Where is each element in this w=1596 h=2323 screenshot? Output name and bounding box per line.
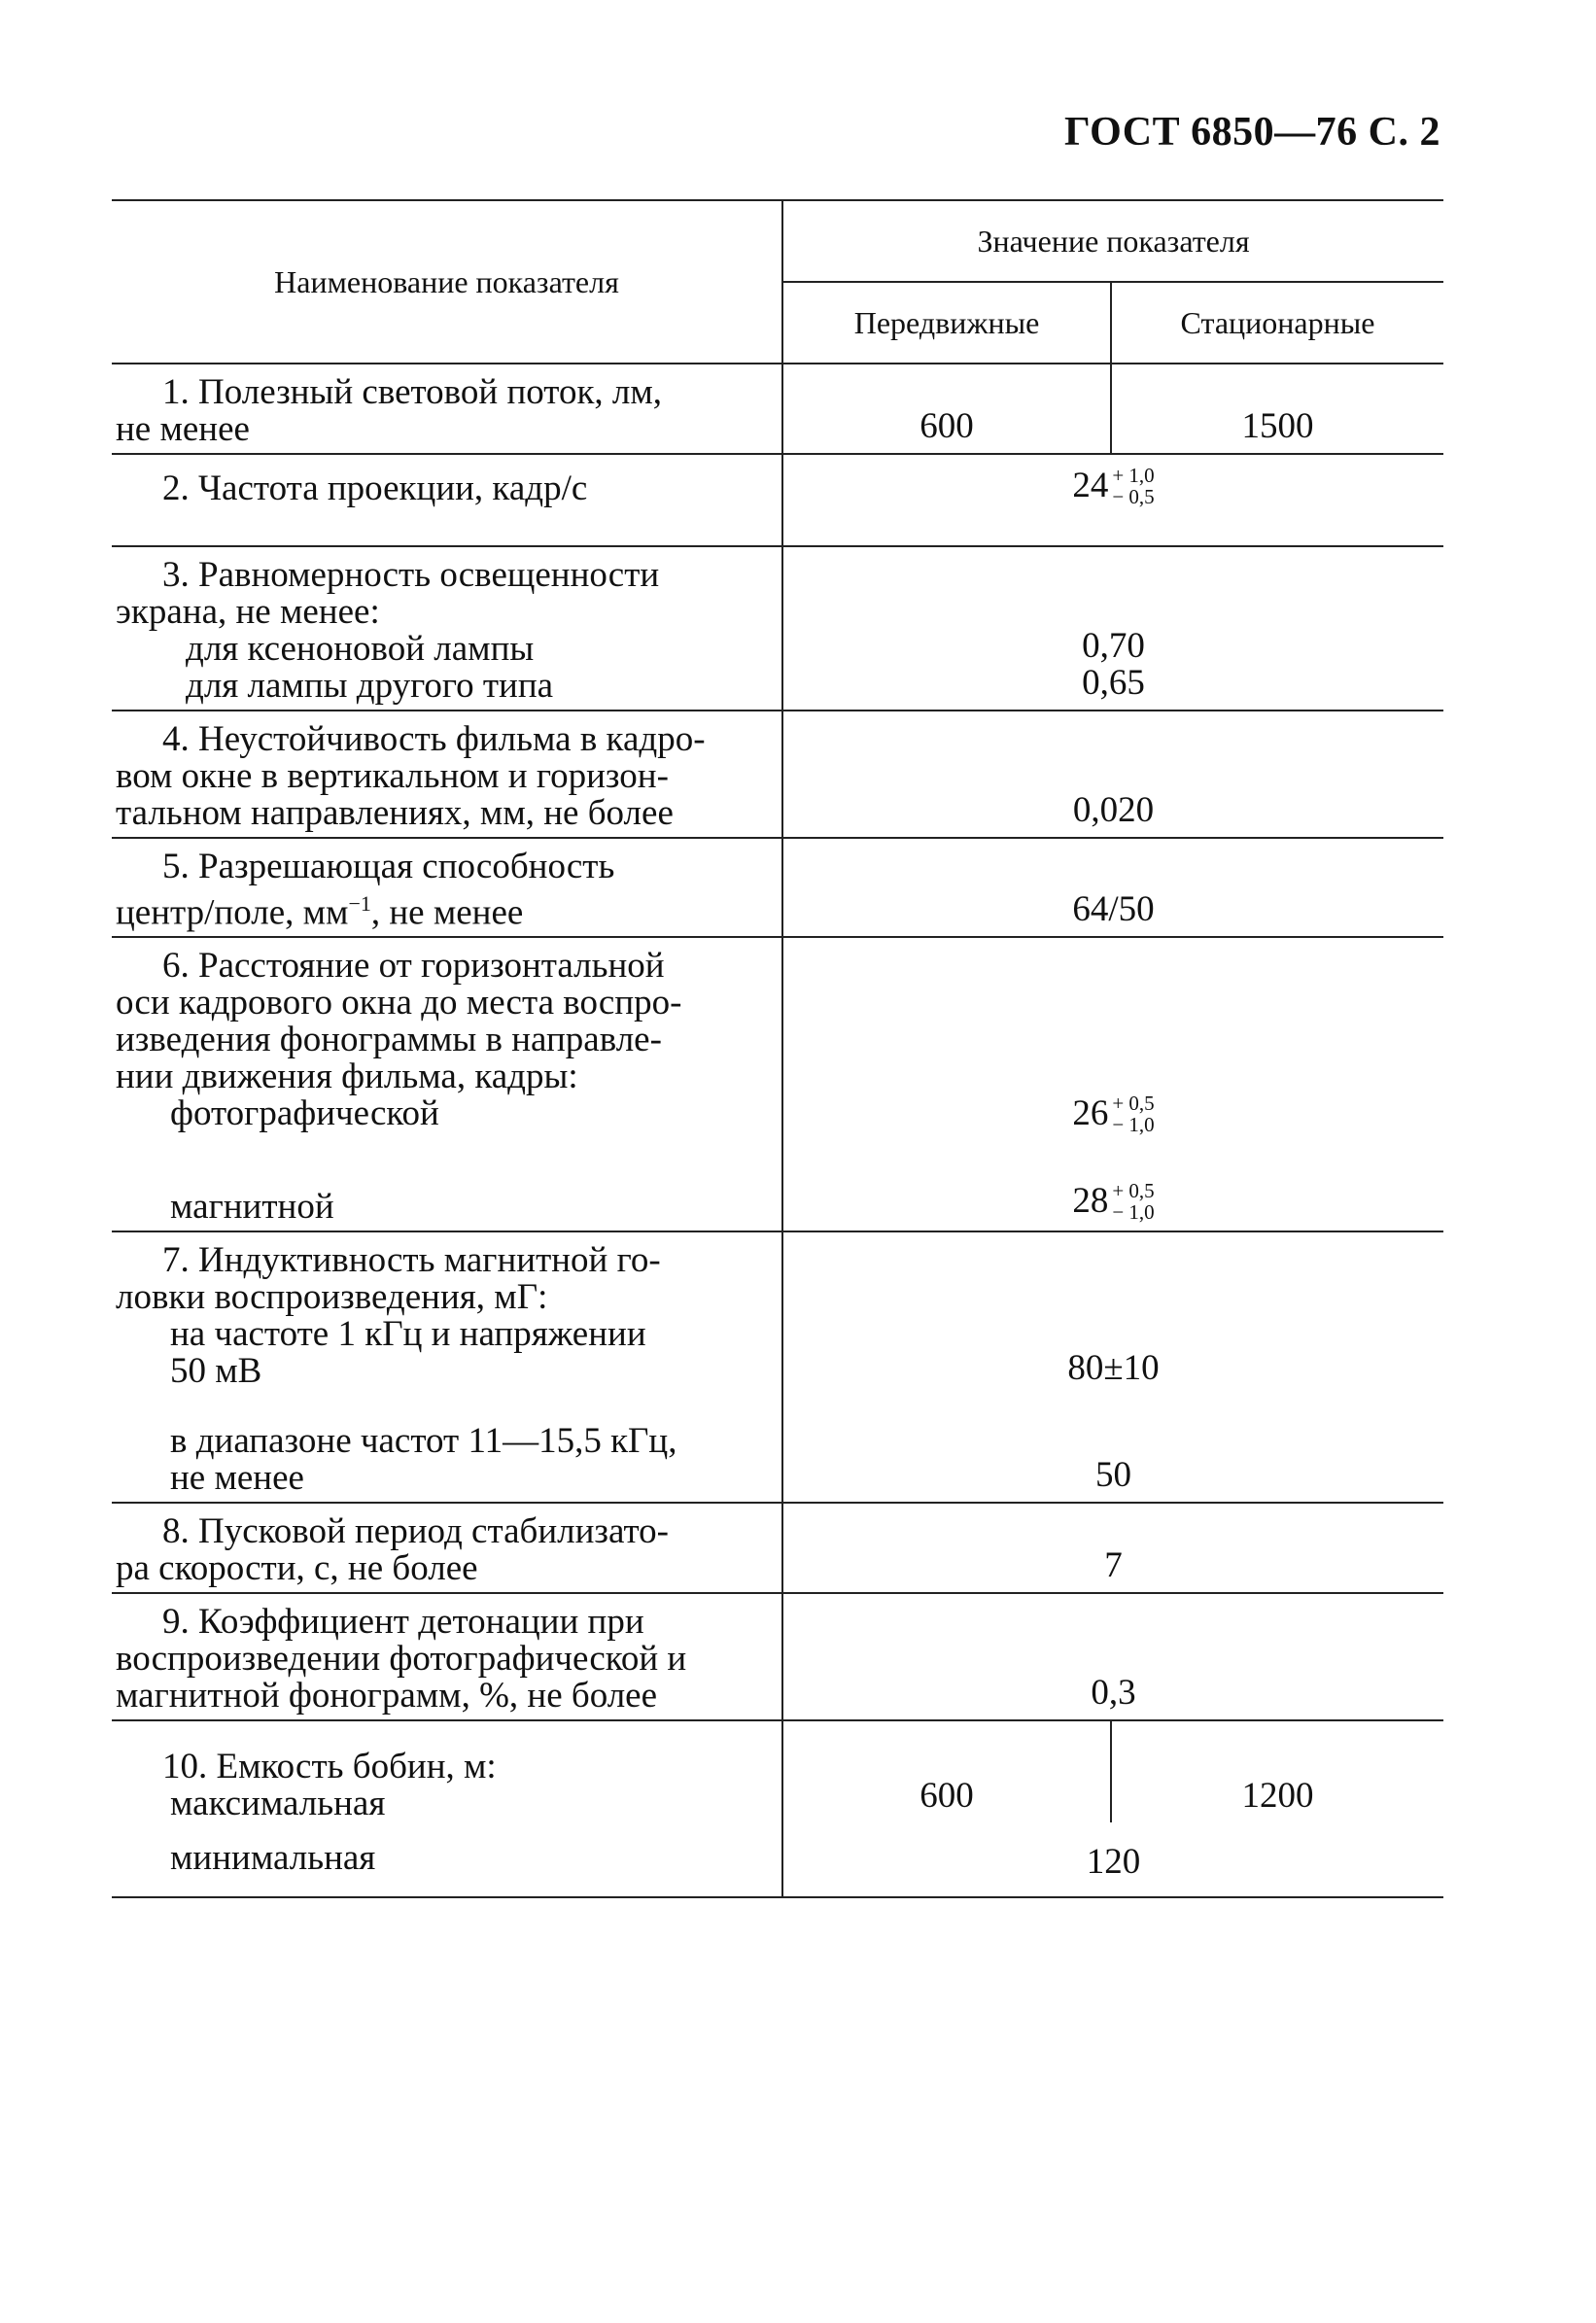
value-cell: 26 + 0,5 − 1,0 28 + 0,5 − 1,0 <box>782 937 1443 1231</box>
row-name: 8. Пусковой период стабилизато- ра скорости, с, не более <box>112 1503 782 1593</box>
table-row <box>112 838 1443 937</box>
value-tolerance: 24 + 1,0 − 0,5 <box>782 454 1443 546</box>
value-cell: 0,70 0,65 <box>782 546 1443 711</box>
table-row <box>112 711 1443 838</box>
table-row <box>112 1503 1443 1593</box>
table-row <box>112 937 1443 1231</box>
row-name: минимальная <box>112 1822 782 1897</box>
value-cell: 0,020 <box>782 711 1443 838</box>
col-header-name: Наименование показателя <box>112 200 782 364</box>
row-name: 7. Индуктивность магнитной го- ловки воспроизведения, мГ: на частоте 1 кГц и напряжении 50 мВ в диапазоне частот 11—15,5 кГц, не менее <box>112 1231 782 1503</box>
value-cell: 0,3 <box>782 1593 1443 1720</box>
col-header-mobile: Передвижные <box>782 282 1111 364</box>
value-cell: 7 <box>782 1503 1443 1593</box>
table-row <box>112 364 1443 454</box>
row-name: 5. Разрешающая способность центр/поле, $мм^{-1}$, не менее <box>112 838 782 937</box>
value-cell: 80±10 50 <box>782 1231 1443 1503</box>
row-name: 6. Расстояние от горизонтальной оси кадрового окна до места воспро- изведения фонограммы в направле- нии движения фильма, кадры: фотографической магнитной <box>112 937 782 1231</box>
spec-table <box>112 199 1443 1898</box>
value-stationary: 1500 <box>1111 364 1443 454</box>
row-name: 3. Равномерность освещенности экрана, не менее: для ксеноновой лампы для лампы другого типа <box>112 546 782 711</box>
row-name: 1. Полезный световой поток, лм, не менее <box>112 364 782 454</box>
table-row <box>112 1593 1443 1720</box>
table-row <box>112 1231 1443 1503</box>
value-mobile: 600 <box>782 364 1111 454</box>
value-cell: 120 <box>782 1822 1443 1897</box>
table-row <box>112 454 1443 546</box>
col-header-value: Значение показателя <box>782 200 1443 282</box>
value-stationary: 1200 <box>1111 1720 1443 1822</box>
row-name: 4. Неустойчивость фильма в кадро- вом окне в вертикальном и горизон- тальном направлениях, мм, не более <box>112 711 782 838</box>
value-cell: 64/50 <box>782 838 1443 937</box>
row-name: 9. Коэффициент детонации при воспроизведении фотографической и магнитной фонограмм, %, не более <box>112 1593 782 1720</box>
row-name: 2. Частота проекции, кадр/с <box>112 454 782 546</box>
table-row <box>112 1720 1443 1822</box>
page-header: ГОСТ 6850—76 С. 2 <box>1063 110 1440 155</box>
value-mobile: 600 <box>782 1720 1111 1822</box>
table-row <box>112 546 1443 711</box>
table-row <box>112 1822 1443 1897</box>
col-header-stationary: Стационарные <box>1111 282 1443 364</box>
row-name: 10. Емкость бобин, м: максимальная <box>112 1720 782 1822</box>
